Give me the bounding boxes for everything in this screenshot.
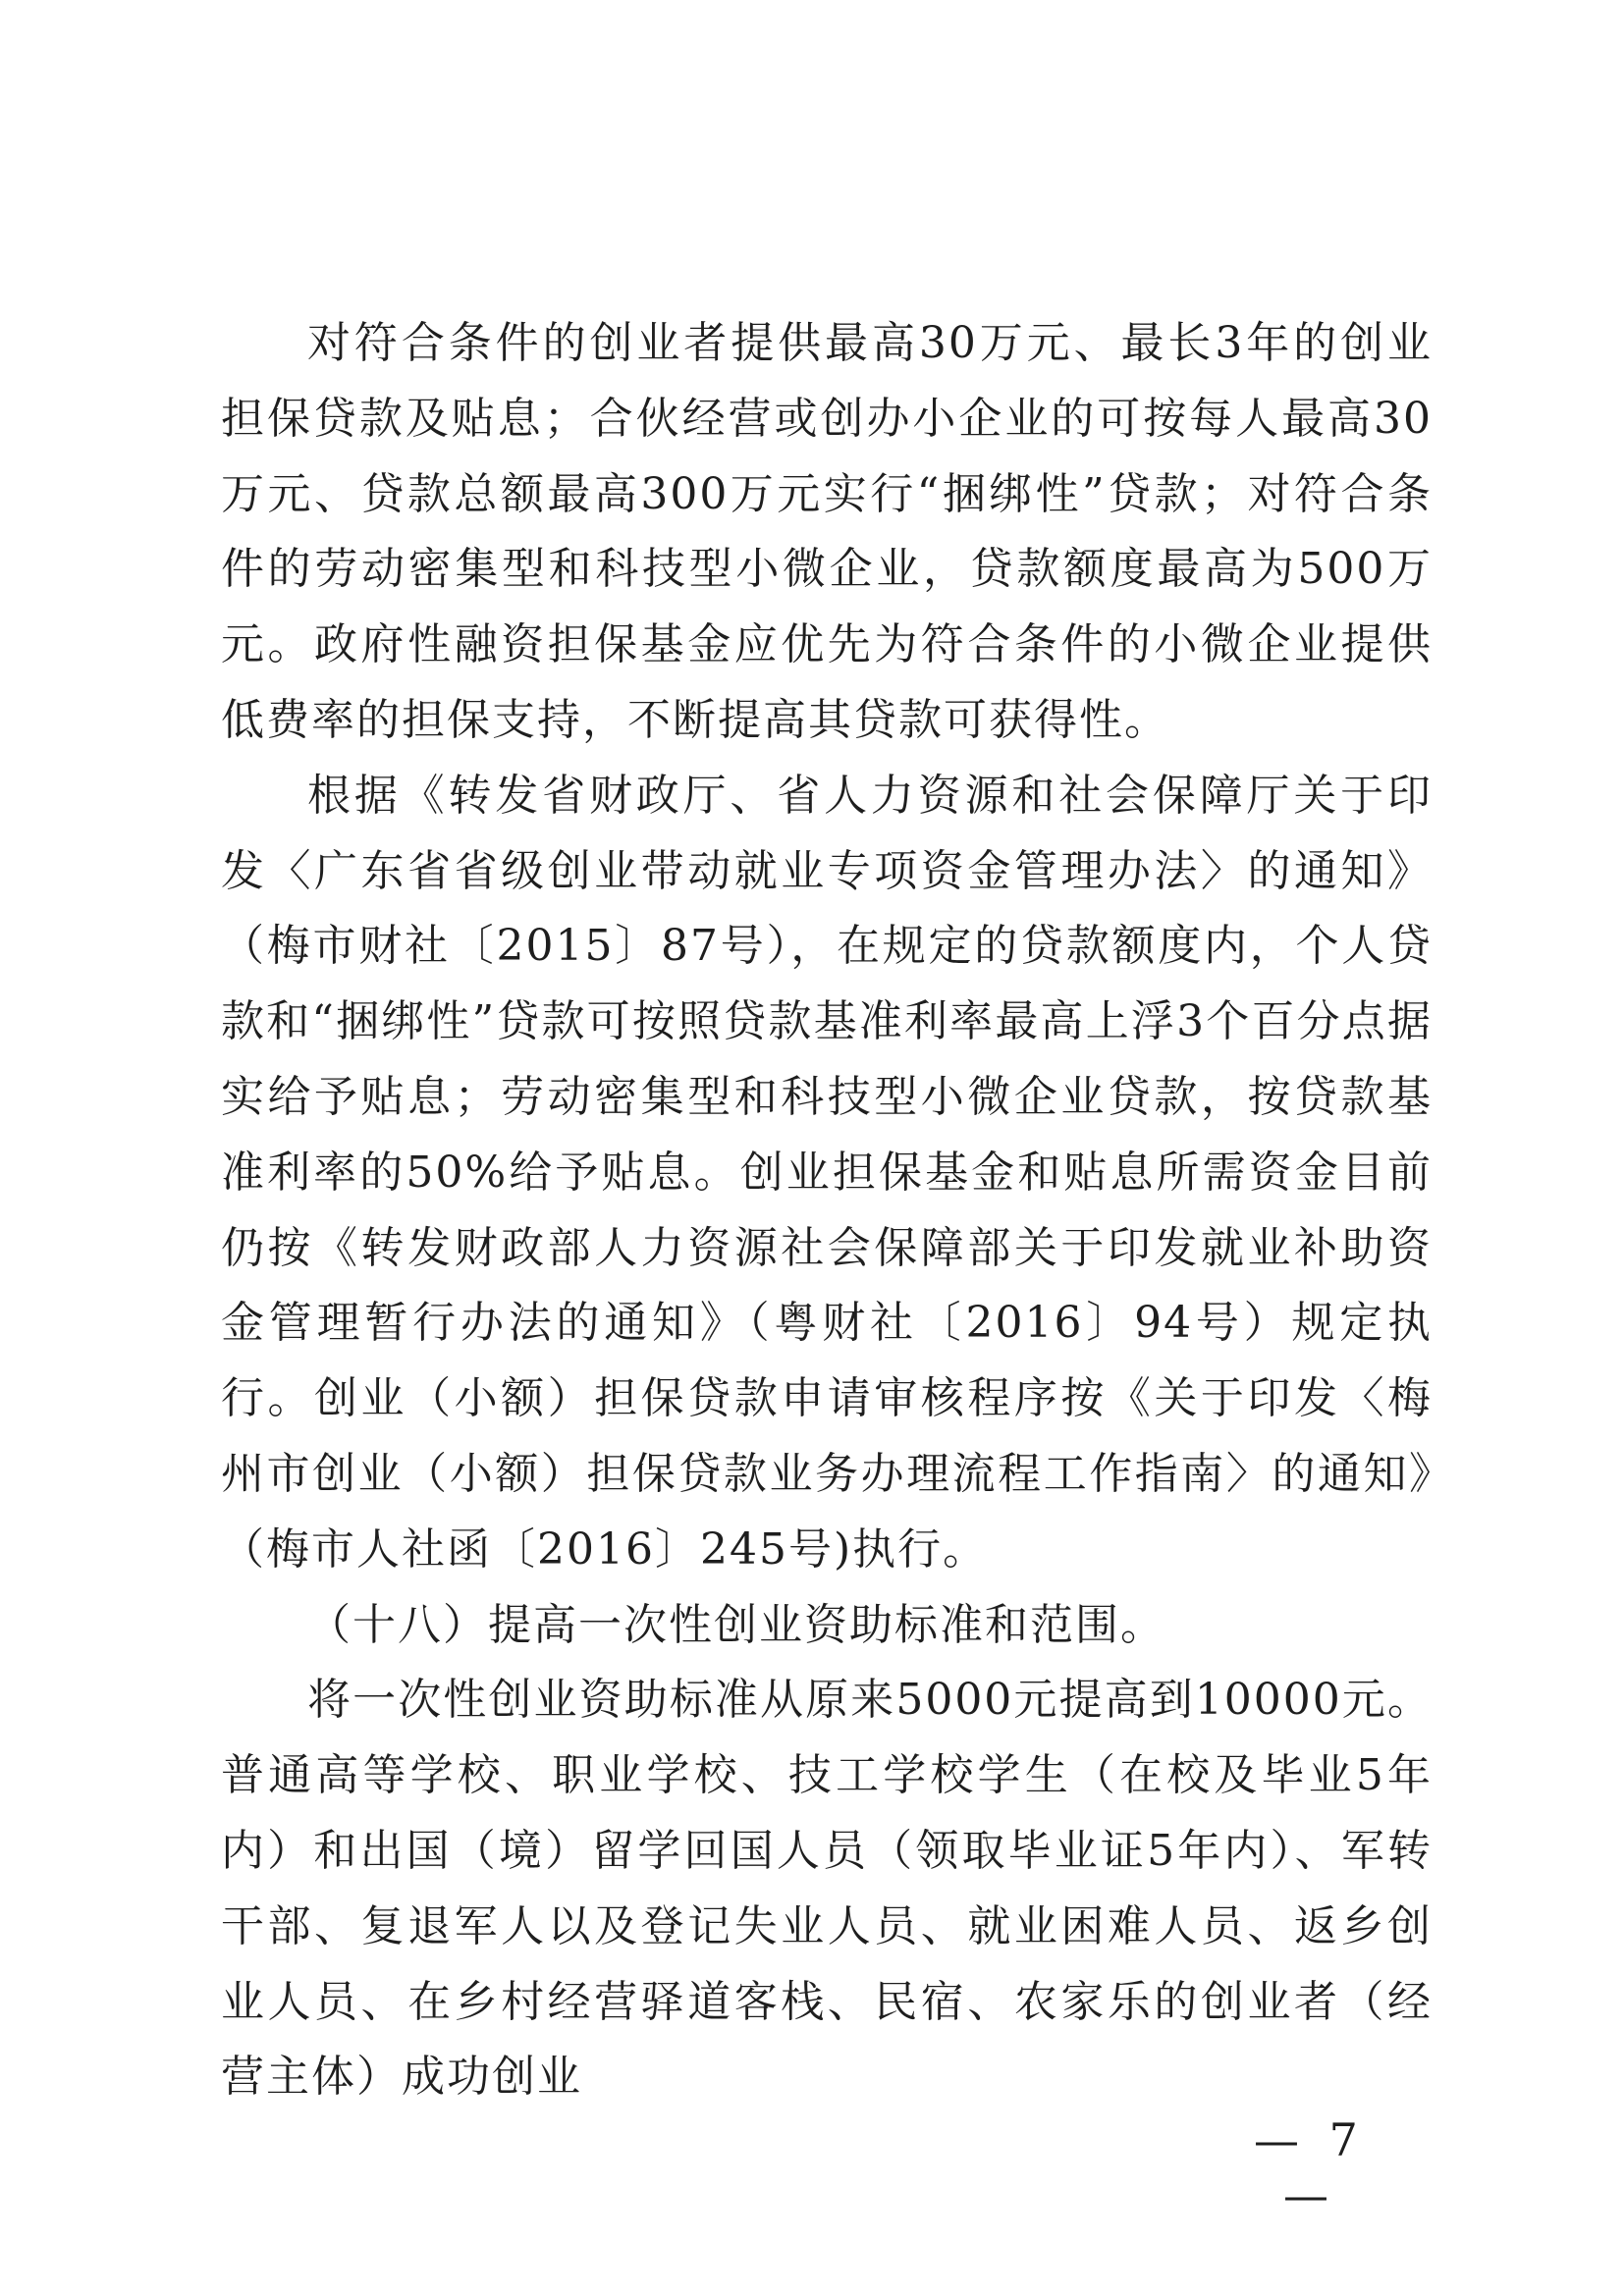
paragraph-loan-limits: 对符合条件的创业者提供最高30万元、最长3年的创业担保贷款及贴息；合伙经营或创办小企业的可按每人最高30万元、贷款总额最高300万元实行“捆绑性”贷款；对符合条件的劳动密集型和科技型小微企业，贷款额度最高为500万元。政府性融资担保基金应优先为符合条件的小微企业提供低费率的担保支持，不断提高其贷款可获得性。: [221, 318, 1433, 745]
document-body: [221, 306, 1433, 2115]
section-heading-18: （十八）提高一次性创业资助标准和范围。: [307, 1599, 1165, 1650]
page-number: — 7 —: [1254, 2113, 1366, 2221]
paragraph-startup-subsidy: 将一次性创业资助标准从原来5000元提高到10000元。普通高等学校、职业学校、技工学校学生（在校及毕业5年内）和出国（境）留学回国人员（领取毕业证5年内）、军转干部、复退军人以及登记失业人员、就业困难人员、返乡创业人员、在乡村经营驿道客栈、民宿、农家乐的创业者（经营主体）成功创业: [221, 1675, 1433, 2103]
paragraph-interest-subsidy: 根据《转发省财政厅、省人力资源和社会保障厅关于印发〈广东省省级创业带动就业专项资金管理办法〉的通知》（梅市财社〔2015〕87号），在规定的贷款额度内，个人贷款和“捆绑性”贷款可按照贷款基准利率最高上浮3个百分点据实给予贴息；劳动密集型和科技型小微企业贷款，按贷款基准利率的50%给予贴息。创业担保基金和贴息所需资金目前仍按《转发财政部人力资源社会保障部关于印发就业补助资金管理暂行办法的通知》（粤财社〔2016〕94号）规定执行。创业（小额）担保贷款申请审核程序按《关于印发〈梅州市创业（小额）担保贷款业务办理流程工作指南〉的通知》（梅市人社函〔2016〕245号)执行。: [221, 770, 1433, 1575]
